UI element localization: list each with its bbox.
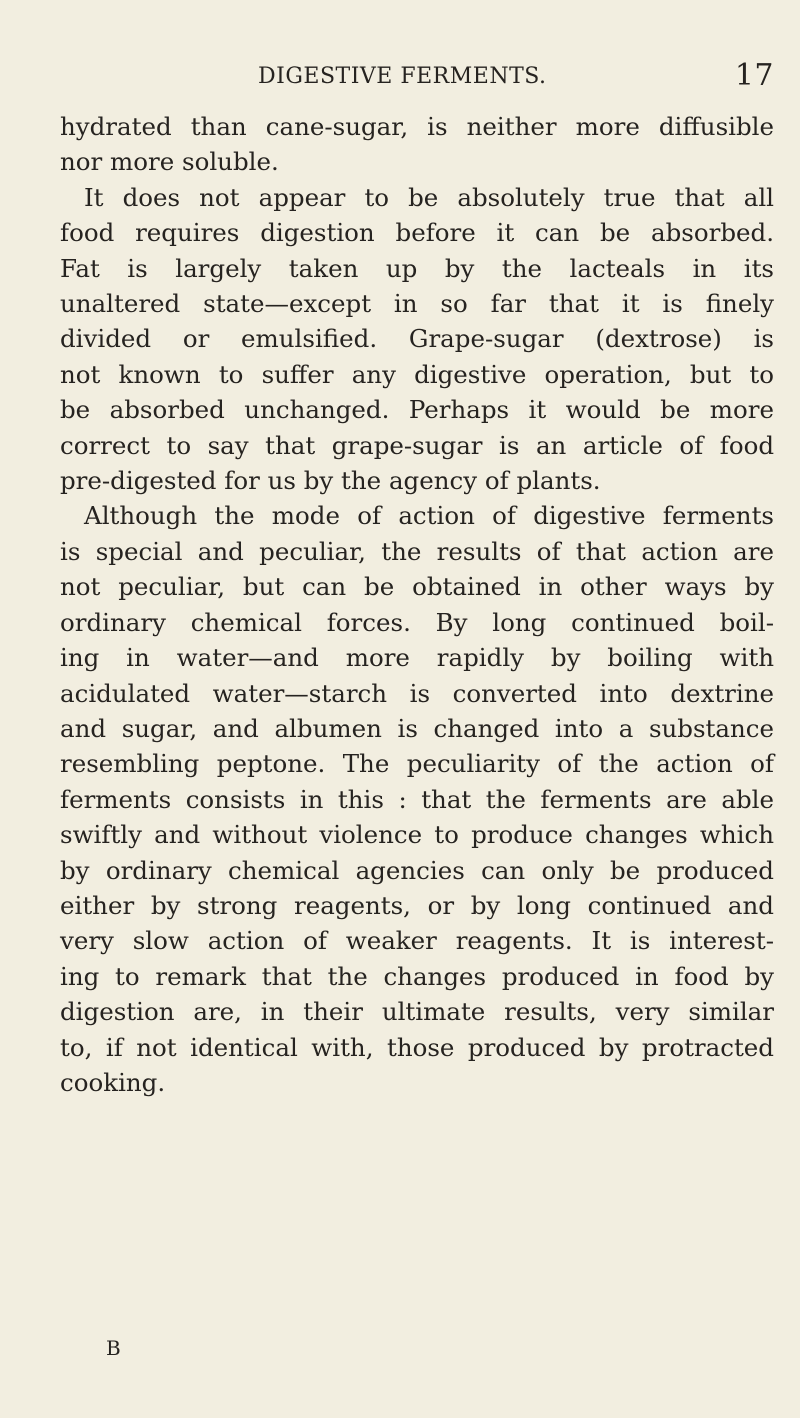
page-number: 17 bbox=[734, 58, 774, 93]
text-line: is special and peculiar, the results of that action are bbox=[60, 536, 774, 566]
text-line: nor more soluble. bbox=[60, 147, 279, 177]
signature-mark: B bbox=[106, 1336, 121, 1360]
text-line: be absorbed unchanged. Perhaps it would be more bbox=[60, 395, 774, 425]
text-line: either by strong reagents, or by long continued and bbox=[60, 890, 774, 920]
text-line: to, if not identical with, those produced by protracted bbox=[60, 1032, 774, 1062]
text-line: hydrated than cane-sugar, is neither more diffusible bbox=[60, 112, 774, 141]
text-line: by ordinary chemical agencies can only be produced bbox=[60, 855, 774, 885]
text-line: acidulated water—starch is converted into dextrine bbox=[60, 678, 774, 708]
text-line: and sugar, and albumen is changed into a substance bbox=[60, 713, 774, 743]
text-line: very slow action of weaker reagents. It is interest- bbox=[60, 926, 774, 956]
text-line: pre-digested for us by the agency of plants. bbox=[60, 466, 601, 496]
text-line: digestion are, in their ultimate results, very similar bbox=[60, 997, 774, 1027]
text-line: It does not appear to be absolutely true that all bbox=[84, 182, 774, 212]
text-line: Fat is largely taken up by the lacteals in its bbox=[60, 253, 774, 283]
text-line: ferments consists in this : that the ferments are able bbox=[60, 784, 774, 814]
text-line: divided or emulsified. Grape-sugar (dextrose) is bbox=[60, 324, 774, 354]
running-head bbox=[60, 58, 774, 98]
text-line: unaltered state—except in so far that it is finely bbox=[60, 289, 774, 319]
body-text bbox=[60, 109, 774, 1100]
text-line: ing in water—and more rapidly by boiling with bbox=[60, 643, 774, 673]
text-line: not known to suffer any digestive operation, but to bbox=[60, 359, 774, 389]
running-title: DIGESTIVE FERMENTS. bbox=[258, 64, 547, 89]
text-line: ordinary chemical forces. By long continued boil- bbox=[60, 607, 774, 637]
text-line: Although the mode of action of digestive ferments bbox=[84, 501, 774, 531]
text-line: correct to say that grape-sugar is an article of food bbox=[60, 430, 774, 460]
text-line: cooking. bbox=[60, 1067, 166, 1097]
text-line: ing to remark that the changes produced in food by bbox=[60, 961, 774, 991]
text-line: food requires digestion before it can be absorbed. bbox=[60, 218, 774, 248]
text-line: not peculiar, but can be obtained in other ways by bbox=[60, 572, 774, 602]
text-line: swiftly and without violence to produce changes which bbox=[60, 820, 774, 850]
text-line: resembling peptone. The peculiarity of the action of bbox=[60, 749, 774, 779]
